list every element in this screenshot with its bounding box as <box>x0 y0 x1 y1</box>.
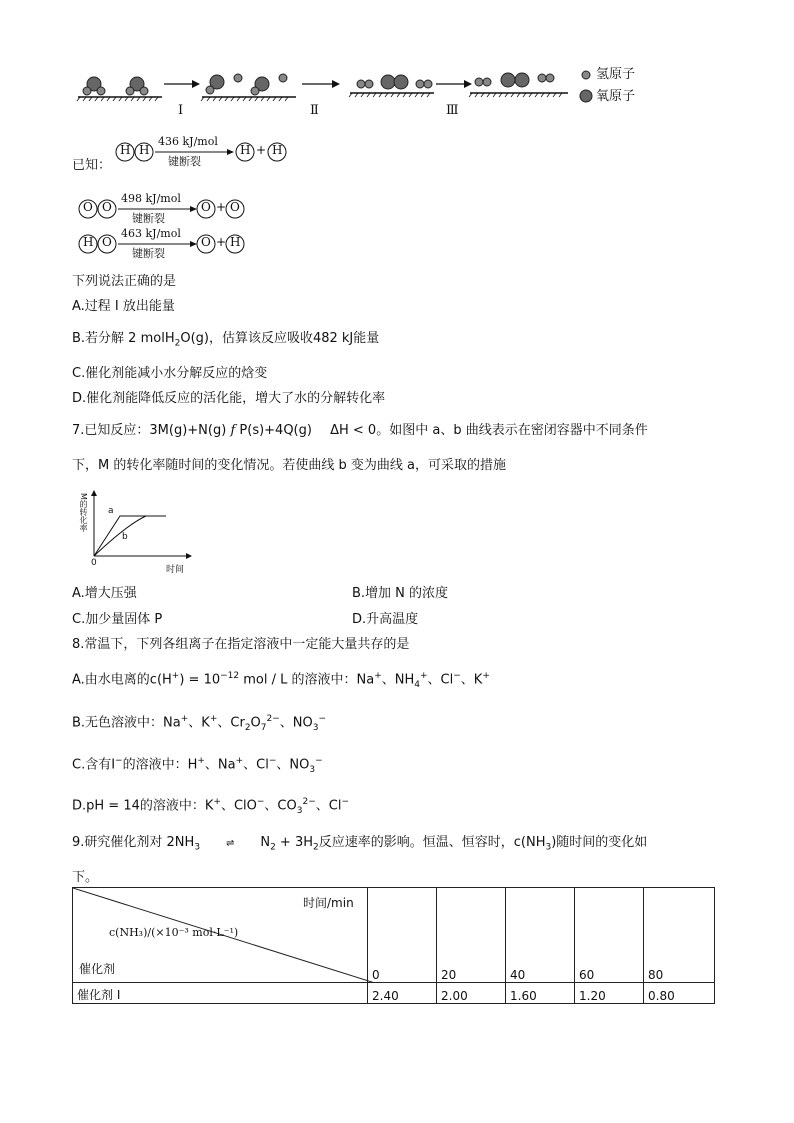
curve-a <box>94 516 166 556</box>
q9-stem-line1: 9.研究催化剂对 $2NH_3$ ⇌ $N_2 + 3H_2$反应速率的影响。恒温、恒容时，$c(NH_3)$随时间的变化如 <box>72 835 648 853</box>
graph-x-label: 时间 <box>166 565 185 575</box>
table-header-diagonal <box>73 888 368 983</box>
q7-option-d: D.升高温度 <box>352 612 419 627</box>
table-row <box>73 983 715 1004</box>
header-time-80: 80 <box>644 888 715 983</box>
q6-option-b: B.若分解 2 molH$_2$O(g)，估算该反应吸收482 kJ能量 <box>72 331 380 349</box>
q8-option-b: B.无色溶液中：Na+、K+、$Cr_2O_7^{2-}$、$NO_3^-$ <box>72 714 327 733</box>
legend-hydrogen: 氢原子 <box>596 67 636 82</box>
header-concentration: c(NH₃)/(×10⁻³ mol·L⁻¹) <box>109 926 239 939</box>
step-label-3: Ⅲ <box>446 103 459 118</box>
graph-origin: 0 <box>91 558 97 568</box>
cell-value: 2.40 <box>368 983 437 1004</box>
step-label-1: I <box>178 103 184 118</box>
curve-b <box>94 516 146 556</box>
q9-stem-line2: 下。 <box>72 870 99 885</box>
q7-option-b: B.增加 N 的浓度 <box>352 586 449 601</box>
cell-value: 0.80 <box>644 983 715 1004</box>
header-time-20: 20 <box>437 888 506 983</box>
q7-stem-line1: 7.已知反应：3M(g)+N(g) f P(s)+4Q(g) ΔH < 0。如图中 a、b 曲线表示在密闭容器中不同条件 <box>72 423 648 438</box>
curve-b-label: b <box>122 532 128 542</box>
catalyst-mechanism-diagram <box>70 60 670 120</box>
header-time: 时间/min <box>303 896 354 910</box>
q8-option-a: A.由水电离的$c(H^+) = 10^{-12}$ mol / L 的溶液中：Na+、$NH_4^+$、Cl−、K+ <box>72 671 490 690</box>
q6-option-c: C.催化剂能减小水分解反应的焓变 <box>72 366 268 381</box>
q6-option-d: D.催化剂能降低反应的活化能，增大了水的分解转化率 <box>72 391 386 406</box>
q6-stem: 下列说法正确的是 <box>72 274 177 289</box>
q7-option-c: C.加少量固体 P <box>72 612 163 627</box>
step-label-2: Ⅱ <box>310 103 319 118</box>
q6-option-a: A.过程 I 放出能量 <box>72 299 175 314</box>
q8-stem: 8.常温下，下列各组离子在指定溶液中一定能大量共存的是 <box>72 637 410 652</box>
header-time-40: 40 <box>506 888 575 983</box>
q7-option-a: A.增大压强 <box>72 586 137 601</box>
q8-option-c: C.含有I−的溶液中：H+、Na+、Cl−、$NO_3^-$ <box>72 756 323 775</box>
header-catalyst: 催化剂 <box>79 962 116 976</box>
cell-value: 2.00 <box>437 983 506 1004</box>
graph-y-label: M的转化率 <box>79 493 88 532</box>
row-label: 催化剂 I <box>73 983 368 1004</box>
known-label: 已知： <box>72 158 112 173</box>
q8-option-d: D.pH = 14的溶液中：K+、ClO−、$CO_3^{2-}$、Cl− <box>72 797 349 816</box>
cell-value: 1.20 <box>575 983 644 1004</box>
header-time-0: 0 <box>368 888 437 983</box>
header-time-60: 60 <box>575 888 644 983</box>
cell-value: 1.60 <box>506 983 575 1004</box>
legend-oxygen: 氧原子 <box>596 89 636 104</box>
curve-a-label: a <box>108 506 114 516</box>
q7-stem-line2: 下，M 的转化率随时间的变化情况。若使曲线 b 变为曲线 a，可采取的措施 <box>72 458 506 473</box>
nh3-concentration-table <box>72 887 715 1004</box>
